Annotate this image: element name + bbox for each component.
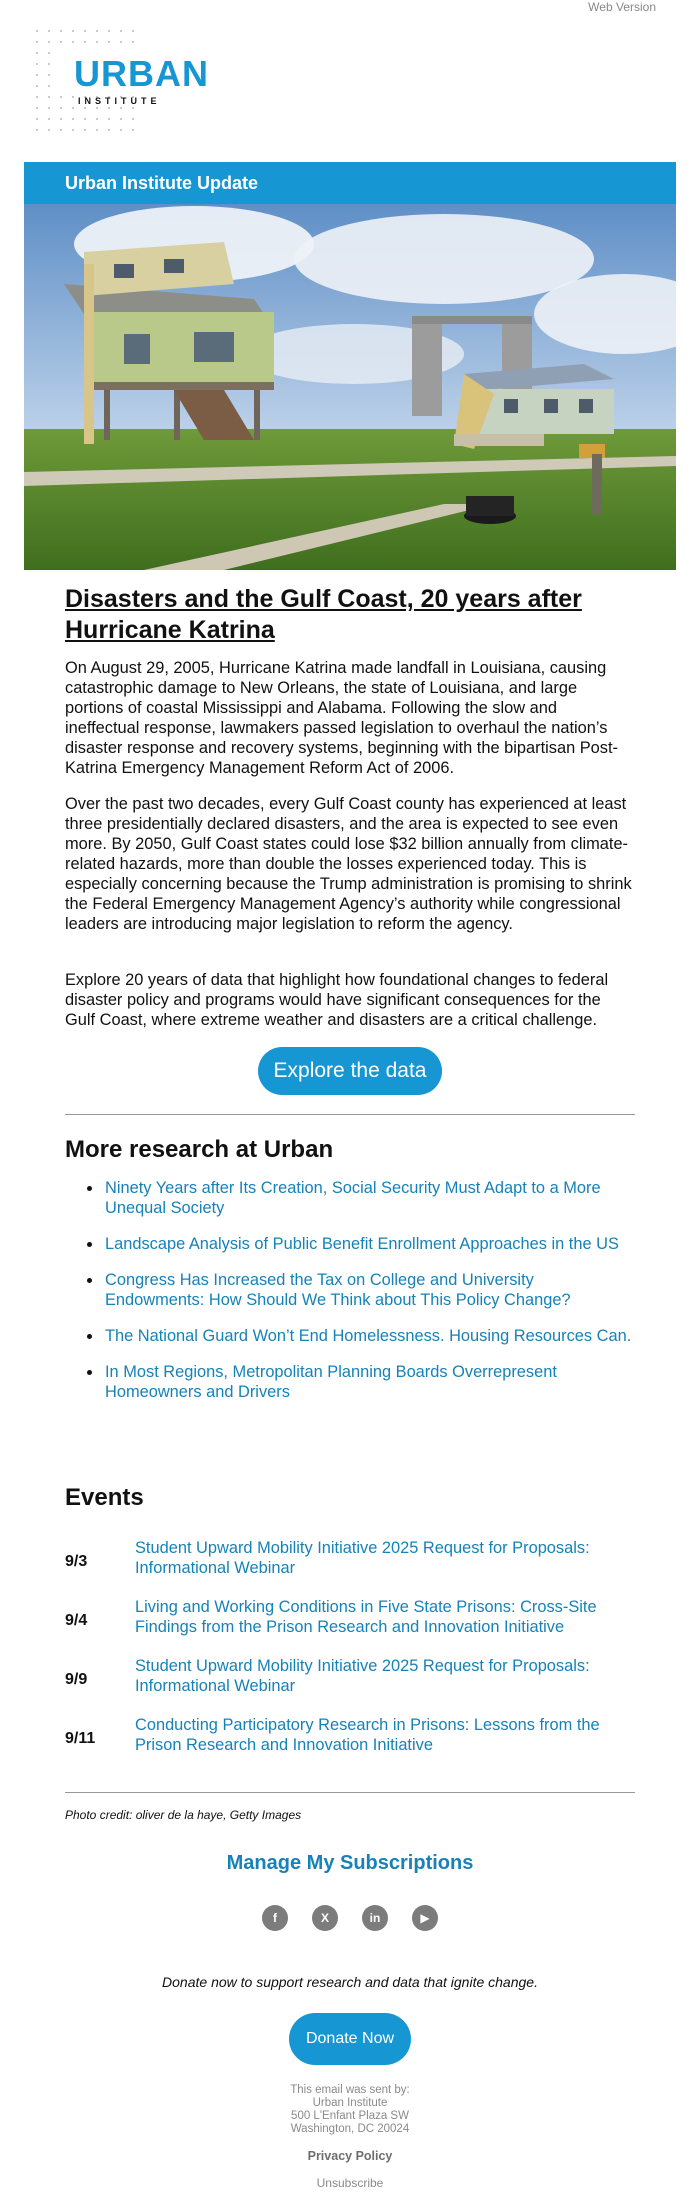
research-link[interactable]: Congress Has Increased the Tax on College and University Endowments: How Should We Think about This Policy Change? [65, 1270, 635, 1310]
logo-dot [36, 129, 38, 131]
logo-dot [72, 41, 74, 43]
divider [65, 1114, 635, 1115]
logo-dot [48, 41, 50, 43]
logo-dot [84, 129, 86, 131]
event-link[interactable]: Living and Working Conditions in Five State Prisons: Cross-Site Findings from the Prison Research and Innovation Initiative [135, 1598, 597, 1636]
research-heading: More research at Urban [65, 1136, 334, 1163]
youtube-icon[interactable]: ▶ [412, 1905, 438, 1931]
logo-dot [84, 30, 86, 32]
logo-dot [48, 30, 50, 32]
event-link[interactable]: Student Upward Mobility Initiative 2025 Request for Proposals: Informational Webinar [135, 1539, 590, 1577]
event-date: 9/11 [65, 1730, 96, 1747]
footer-address-line-1: 500 L'Enfant Plaza SW [291, 2110, 409, 2122]
logo-dot [108, 118, 110, 120]
logo-dot [36, 63, 38, 65]
update-banner: Urban Institute Update [24, 162, 676, 204]
logo-dot [96, 118, 98, 120]
logo-dot [36, 74, 38, 76]
logo-dot [36, 107, 38, 109]
logo-subtitle: INSTITUTE [78, 96, 161, 106]
logo-dot [72, 118, 74, 120]
logo-dot [36, 96, 38, 98]
manage-subscriptions-link[interactable]: Manage My Subscriptions [226, 1852, 474, 1874]
web-version-link[interactable]: Web Version [588, 0, 656, 14]
logo-dot [84, 41, 86, 43]
logo-dot [60, 107, 62, 109]
events-heading: Events [65, 1484, 144, 1511]
research-link[interactable]: The National Guard Won’t End Homelessness. Housing Resources Can. [65, 1326, 635, 1346]
x-twitter-icon[interactable]: X [312, 1905, 338, 1931]
logo-dot [132, 107, 134, 109]
logo-dot [48, 85, 50, 87]
social-links [262, 1905, 438, 1931]
logo-dot [108, 107, 110, 109]
photo-credit: Photo credit: oliver de la haye, Getty Images [65, 1808, 302, 1822]
logo-dot [36, 30, 38, 32]
logo-dot [72, 107, 74, 109]
event-date: 9/9 [65, 1671, 88, 1688]
logo-dot [120, 30, 122, 32]
logo-dot [36, 118, 38, 120]
logo-dot [96, 41, 98, 43]
donate-now-button[interactable]: Donate Now [289, 2013, 411, 2065]
logo-dot [120, 129, 122, 131]
logo-dot [48, 107, 50, 109]
donate-message: Donate now to support research and data that ignite change. [162, 1974, 538, 1990]
unsubscribe-link[interactable]: Unsubscribe [316, 2176, 384, 2190]
logo-dot [60, 30, 62, 32]
explore-data-button[interactable]: Explore the data [258, 1047, 442, 1095]
logo-dot [132, 118, 134, 120]
logo-dot [72, 96, 74, 98]
event-date: 9/3 [65, 1553, 88, 1570]
research-link[interactable]: In Most Regions, Metropolitan Planning Boards Overrepresent Homeowners and Drivers [65, 1362, 635, 1402]
logo-dot [108, 30, 110, 32]
logo-dot [36, 41, 38, 43]
logo-dot [72, 30, 74, 32]
article-paragraph-1: On August 29, 2005, Hurricane Katrina made landfall in Louisiana, causing catastrophic damage to New Orleans, the state of Louisiana, and large portions of coastal Mississippi and Alabama. Following the slow and ineffectual response, lawmakers passed legislation to overhaul the nation’s disaster response and recovery systems, beginning with the bipartisan Post-Katrina Emergency Management Reform Act of 2006. [65, 659, 619, 777]
logo-dot [48, 63, 50, 65]
logo-dot [96, 30, 98, 32]
event-row [65, 1538, 635, 1597]
event-date: 9/4 [65, 1612, 88, 1629]
logo-dot [132, 30, 134, 32]
research-link[interactable]: Ninety Years after Its Creation, Social Security Must Adapt to a More Unequal Society [65, 1178, 635, 1218]
facebook-icon[interactable]: f [262, 1905, 288, 1931]
event-row [65, 1656, 635, 1715]
logo-wordmark: URBAN [74, 53, 209, 94]
logo-dot [132, 41, 134, 43]
event-row [65, 1597, 635, 1656]
logo-dot [120, 107, 122, 109]
divider [65, 1792, 635, 1793]
logo-dot [84, 118, 86, 120]
logo-dot [48, 74, 50, 76]
logo-dot [72, 129, 74, 131]
logo-dot [96, 107, 98, 109]
logo-dot [120, 118, 122, 120]
event-link[interactable]: Conducting Participatory Research in Prisons: Lessons from the Prison Research and Innovation Initiative [135, 1716, 600, 1754]
research-link[interactable]: Landscape Analysis of Public Benefit Enrollment Approaches in the US [65, 1234, 635, 1254]
research-list [65, 1178, 635, 1418]
logo-dot [60, 118, 62, 120]
logo-dot [48, 118, 50, 120]
events-list [65, 1538, 635, 1774]
footer-address-line-2: Washington, DC 20024 [290, 2123, 410, 2135]
article-title[interactable]: Disasters and the Gulf Coast, 20 years after Hurricane Katrina [65, 585, 582, 644]
hero-photo-houses [24, 204, 676, 570]
event-row [65, 1715, 635, 1774]
logo-dot [48, 129, 50, 131]
logo-dot [36, 52, 38, 54]
footer-org: Urban Institute [312, 2097, 388, 2109]
hero-image [24, 204, 676, 570]
footer-sent-by: This email was sent by: [290, 2084, 410, 2096]
logo-dot [96, 129, 98, 131]
footer-address [0, 2084, 700, 2136]
logo-dot [60, 96, 62, 98]
logo-dot [84, 107, 86, 109]
logo-dot [120, 41, 122, 43]
article-paragraph-3: Explore 20 years of data that highlight how foundational changes to federal disaster policy and programs would have significant consequences for the Gulf Coast, where extreme weather and disasters are a critical challenge. [65, 971, 609, 1029]
logo-dot [60, 41, 62, 43]
article-paragraph-2: Over the past two decades, every Gulf Coast county has experienced at least three presidentially declared disasters, and the area is expected to see even more. By 2050, Gulf Coast states could lose $32 billion annually from climate-related hazards, more than double the losses experienced today. This is especially concerning because the Trump administration is promising to shrink the Federal Emergency Management Agency’s authority while congressional leaders are introducing major legislation to reform the agency. [65, 795, 632, 933]
logo-dot [108, 129, 110, 131]
event-link[interactable]: Student Upward Mobility Initiative 2025 Request for Proposals: Informational Webinar [135, 1657, 590, 1695]
logo-dot [108, 41, 110, 43]
linkedin-icon[interactable]: in [362, 1905, 388, 1931]
logo-dot [48, 96, 50, 98]
logo-dot [48, 52, 50, 54]
privacy-policy-link[interactable]: Privacy Policy [307, 2149, 393, 2163]
logo-dot [60, 129, 62, 131]
logo-dot [36, 85, 38, 87]
urban-institute-logo[interactable] [36, 30, 209, 140]
logo-dot [132, 129, 134, 131]
